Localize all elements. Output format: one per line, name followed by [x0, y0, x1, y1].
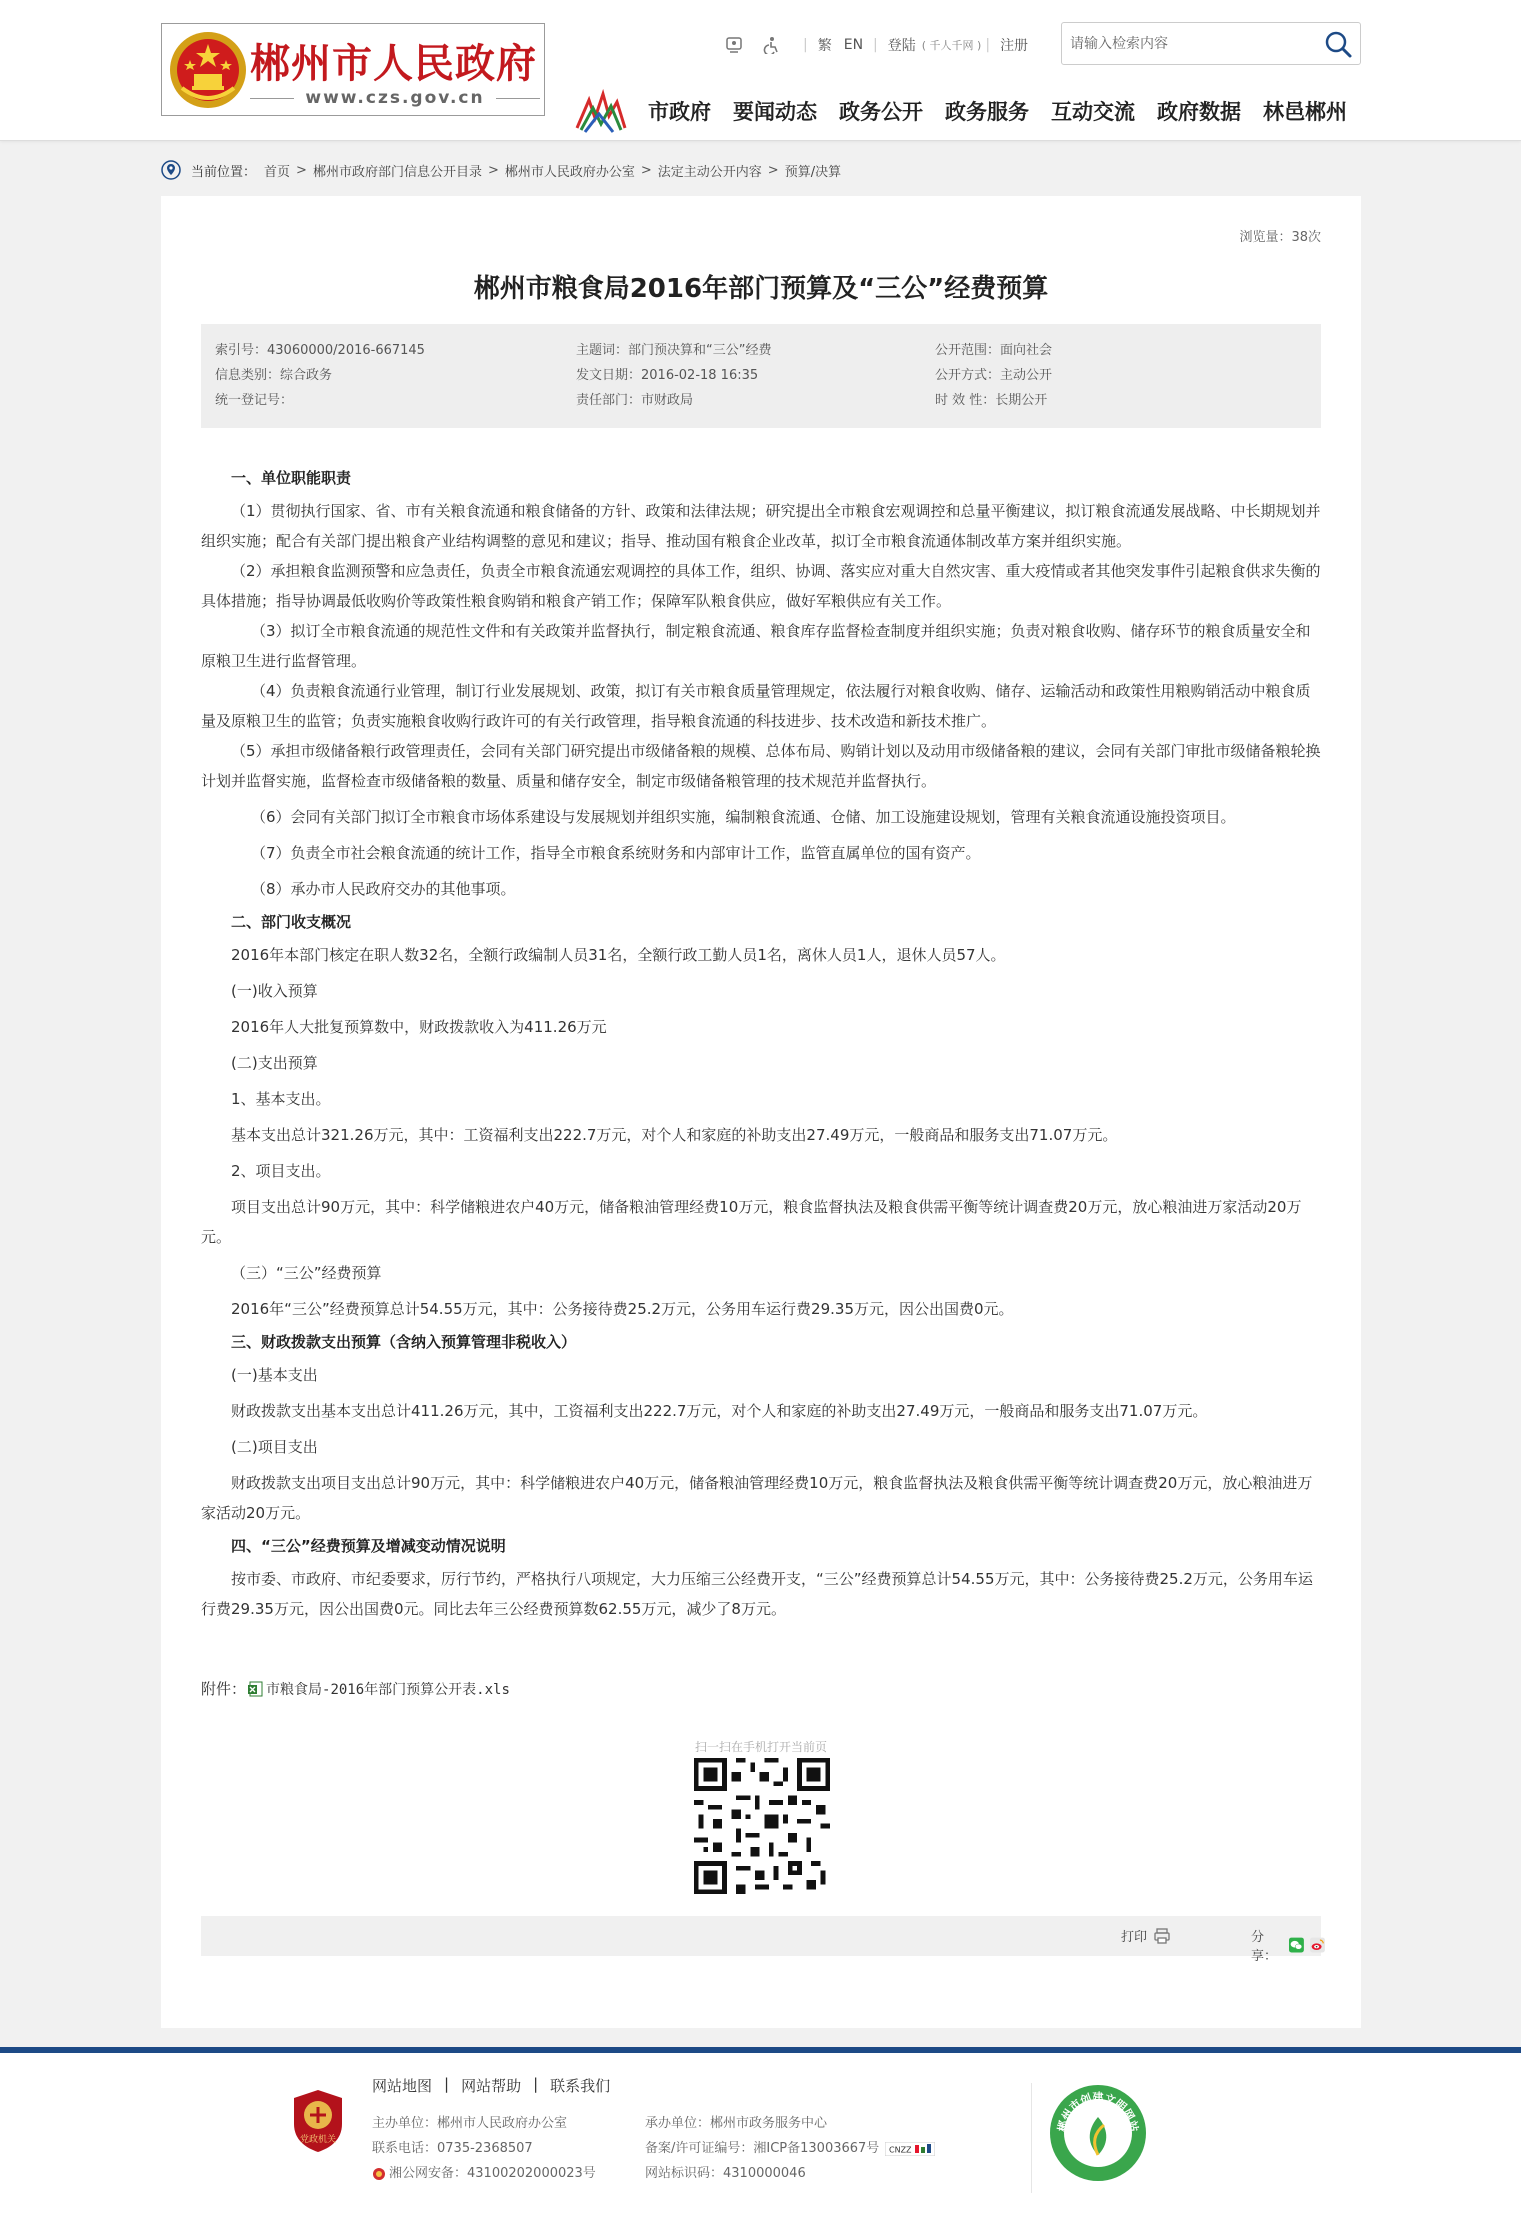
breadcrumb-separator: > [296, 162, 307, 178]
breadcrumb-label: 当前位置： [191, 164, 257, 180]
national-emblem-icon [168, 30, 248, 110]
civilized-badge-text: 郴州市创建文明网站 [1055, 2091, 1141, 2133]
footer-police-row [372, 2161, 596, 2186]
breadcrumb-item-office[interactable]: 郴州市人民政府办公室 [504, 164, 635, 180]
location-pin-icon [161, 160, 181, 180]
nav-item-interaction[interactable]: 互动交流 [1051, 100, 1135, 124]
breadcrumb-separator: > [487, 162, 499, 178]
paragraph: 1、基本支出。 [231, 1090, 331, 1108]
site-logo-url: www.czs.gov.cn [250, 88, 540, 108]
section-heading: 一、单位职能职责 [231, 469, 352, 487]
footer-link-contact[interactable]: 联系我们 [550, 2077, 611, 2095]
top-utility-bar [723, 34, 1034, 56]
party-gov-badge-icon[interactable] [290, 2088, 346, 2154]
meta-index-no: 索引号：43060000/2016-667145 [215, 343, 425, 358]
register-link[interactable]: 注册 [1000, 38, 1029, 54]
breadcrumb-item-budget[interactable]: 预算/决算 [784, 164, 842, 180]
paragraph: （5）承担市级储备粮行政管理责任，会同有关部门研究提出市级储备粮的规模、总体布局、购销计划以及动用市级储备粮的建议，会同有关部门审批市级储备粮轮换计划并监督实施，监督检查市级储备粮的数量、质量和储存安全，制定市级储备粮管理的技术规范并监督执行。 [201, 742, 1321, 790]
footer-organizer: 承办单位：郴州市政务服务中心 [645, 2116, 828, 2131]
paragraph: 项目支出总计90万元，其中：科学储粮进农户40万元，储备粮油管理经费10万元，粮食监督执法及粮食供需平衡等统计调查费20万元，放心粮油进万家活动20万元。 [201, 1198, 1302, 1246]
paragraph: (二)项目支出 [231, 1438, 318, 1456]
nav-item-linyi-chenzhou[interactable]: 林邑郴州 [1263, 100, 1347, 124]
meta-scope: 公开范围：面向社会 [935, 343, 1053, 358]
paragraph: 基本支出总计321.26万元，其中：工资福利支出222.7万元，对个人和家庭的补助支出27.49万元，一般商品和服务支出71.07万元。 [231, 1126, 1118, 1144]
breadcrumb-item-catalog[interactable]: 郴州市政府部门信息公开目录 [312, 164, 482, 180]
site-header [0, 0, 1521, 141]
breadcrumb-separator: > [640, 162, 652, 178]
site-logo-title: 郴州市人民政府 [250, 41, 537, 87]
paragraph: (一)基本支出 [231, 1366, 318, 1384]
footer-link-sitemap[interactable]: 网站地图 [372, 2077, 433, 2095]
wechat-icon[interactable] [1289, 1936, 1304, 1954]
breadcrumb [161, 160, 841, 180]
meta-validity: 时 效 性：长期公开 [935, 393, 1048, 408]
civilized-website-badge-icon[interactable] [1048, 2083, 1148, 2183]
paragraph: 2、项目支出。 [231, 1162, 331, 1180]
qr-caption: 扫一扫在手机打开当前页 [694, 1740, 827, 1754]
meta-category: 信息类别：综合政务 [215, 368, 333, 383]
nav-item-city-government[interactable]: 市政府 [648, 100, 711, 124]
section-heading: 二、部门收支概况 [231, 913, 352, 931]
excel-file-icon [248, 1681, 264, 1697]
nav-item-gov-data[interactable]: 政府数据 [1157, 100, 1241, 124]
breadcrumb-home[interactable]: 首页 [264, 164, 291, 180]
paragraph: （1）贯彻执行国家、省、市有关粮食流通和粮食储备的方针、政策和法律法规；研究提出全市粮食宏观调控和总量平衡建议，拟订粮食流通发展战略、中长期规划并组织实施；配合有关部门提出粮食产业结构调整的意见和建议；指导、推动国有粮食企业改革，拟订全市粮食流通体制改革方案并组织实施。 [201, 502, 1321, 550]
search-input[interactable] [1070, 31, 1310, 57]
paragraph: (一)收入预算 [231, 982, 318, 1000]
meta-method: 公开方式：主动公开 [935, 368, 1053, 383]
print-label: 打印 [1121, 1930, 1148, 1945]
paragraph: （3）拟订全市粮食流通的规范性文件和有关政策并监督执行，制定粮食流通、粮食库存监督检查制度并组织实施；负责对粮食收购、储存环节的粮食质量安全和原粮卫生进行监督管理。 [201, 622, 1311, 670]
attachment-link[interactable]: 市粮食局-2016年部门预算公开表.xls [266, 1681, 510, 1698]
footer-icp[interactable]: 备案/许可证编号：湘ICP备13003667号 [645, 2141, 880, 2156]
nav-item-gov-affairs-open[interactable]: 政务公开 [839, 100, 923, 124]
qr-code-icon [694, 1758, 830, 1894]
cnzz-text: CNZZ [889, 2145, 912, 2154]
section-heading: 四、“三公”经费预算及增减变动情况说明 [231, 1537, 506, 1555]
paragraph: 2016年本部门核定在职人数32名，全额行政编制人员31名，全额行政工勤人员1名，离休人员1人，退休人员57人。 [231, 946, 1006, 964]
attachment-label: 附件： [201, 1680, 247, 1698]
page-title: 郴州市粮食局2016年部门预算及“三公”经费预算 [473, 274, 1049, 304]
login-note: ( 千人千网 ) [921, 39, 982, 52]
paragraph: （7）负责全市社会粮食流通的统计工作，指导全市粮食系统财务和内部审计工作，监管直属单位的国有资产。 [251, 844, 981, 862]
meta-dept: 责任部门：市财政局 [576, 393, 694, 408]
section-heading: 三、财政拨款支出预算（含纳入预算管理非税收入） [231, 1333, 577, 1351]
site-search [1061, 22, 1361, 65]
nav-item-news[interactable]: 要闻动态 [733, 100, 817, 124]
paragraph: 按市委、市政府、市纪委要求，厉行节约，严格执行八项规定，大力压缩三公经费开支，“三公”经费预算总计54.55万元，其中：公务接待费25.2万元，公务用车运行费29.35万元，因公出国费0元。同比去年三公经费预算数62.55万元，减少了8万元。 [201, 1570, 1313, 1618]
share-label: 分享： [1251, 1930, 1278, 1964]
separator: | [533, 2075, 539, 2093]
footer-site-code: 网站标识码：4310000046 [645, 2166, 806, 2181]
separator: | [444, 2075, 450, 2093]
print-button[interactable] [1121, 1926, 1171, 1945]
paragraph: （8）承办市人民政府交办的其他事项。 [251, 880, 516, 898]
main-nav [648, 94, 1369, 130]
cnzz-stat-icon[interactable] [885, 2142, 935, 2156]
meta-date: 发文日期：2016-02-18 16:35 [576, 368, 759, 383]
footer-phone: 联系电话：0735-2368507 [372, 2141, 533, 2156]
paragraph: 2016年“三公”经费预算总计54.55万元，其中：公务接待费25.2万元，公务用车运行费29.35万元，因公出国费0元。 [231, 1300, 1014, 1318]
footer-link-help[interactable]: 网站帮助 [461, 2077, 522, 2095]
police-badge-icon [372, 2167, 386, 2181]
paragraph: (二)支出预算 [231, 1054, 318, 1072]
attachment [201, 1678, 510, 1699]
nav-item-gov-services[interactable]: 政务服务 [945, 100, 1029, 124]
paragraph: （2）承担粮食监测预警和应急责任，负责全市粮食流通宏观调控的具体工作，组织、协调、落实应对重大自然灾害、重大疫情或者其他突发事件引起粮食供求失衡的具体措施；指导协调最低收购价等政策性粮食购销和粮食产销工作；保障军队粮食供应，做好军粮供应有关工作。 [201, 562, 1321, 610]
article-card [161, 196, 1361, 2028]
accessibility-icon[interactable] [761, 34, 783, 56]
article-meta [201, 324, 1321, 428]
breadcrumb-separator: > [767, 162, 779, 178]
paragraph: （6）会同有关部门拟订全市粮食市场体系建设与发展规划并组织实施，编制粮食流通、仓储、加工设施建设规划，管理有关粮食流通设施投资项目。 [251, 808, 1236, 826]
separator: | [803, 37, 808, 53]
site-footer [0, 2053, 1521, 2227]
weibo-icon[interactable] [1310, 1936, 1325, 1954]
paragraph: 2016年人大批复预算数中，财政拨款收入为411.26万元 [231, 1018, 607, 1036]
footer-sponsor: 主办单位：郴州市人民政府办公室 [372, 2116, 568, 2131]
traditional-chinese-link[interactable]: 繁 [817, 38, 832, 54]
nav-brand-icon [573, 88, 629, 134]
footer-icp-row [645, 2136, 935, 2161]
printer-icon [1153, 1927, 1171, 1945]
paragraph: 财政拨款支出基本支出总计411.26万元，其中，工资福利支出222.7万元，对个人和家庭的补助支出27.49万元，一般商品和服务支出71.07万元。 [231, 1402, 1208, 1420]
footer-police-record[interactable]: 湘公网安备：43100202000023号 [389, 2166, 596, 2181]
separator: | [985, 37, 991, 53]
share-group [1251, 1926, 1325, 1964]
share-bar [201, 1916, 1321, 1964]
meta-subject: 主题词：部门预决算和“三公”经费 [576, 343, 772, 358]
footer-info-left [372, 2111, 596, 2186]
meta-reg-no: 统一登记号： [215, 393, 294, 408]
elderly-mode-icon[interactable] [723, 34, 745, 56]
footer-divider [1031, 2083, 1032, 2193]
site-logo[interactable] [161, 23, 545, 116]
paragraph: （4）负责粮食流通行业管理，制订行业发展规划、政策，拟订有关市粮食质量管理规定，依法履行对粮食收购、储存、运输活动和政策性用粮购销活动中粮食质量及原粮卫生的监管；负责实施粮食收购行政许可的有关行政管理，指导粮食流通的科技进步、技术改造和新技术推广。 [201, 682, 1311, 730]
english-link[interactable]: EN [843, 37, 864, 53]
login-link[interactable]: 登陆 [887, 38, 916, 54]
breadcrumb-item-statutory[interactable]: 法定主动公开内容 [657, 164, 762, 180]
view-count: 浏览量：38次 [1239, 230, 1321, 245]
footer-info-right [645, 2111, 935, 2186]
paragraph: 财政拨款支出项目支出总计90万元，其中：科学储粮进农户40万元，储备粮油管理经费10万元，粮食监督执法及粮食供需平衡等统计调查费20万元，放心粮油进万家活动20万元。 [201, 1474, 1313, 1522]
separator: | [873, 37, 878, 53]
footer-links [372, 2075, 610, 2096]
article-body [201, 460, 1321, 1624]
party-gov-badge-text: 党政机关 [299, 2135, 337, 2145]
search-icon[interactable] [1322, 28, 1354, 60]
paragraph: （三）“三公”经费预算 [231, 1264, 382, 1282]
